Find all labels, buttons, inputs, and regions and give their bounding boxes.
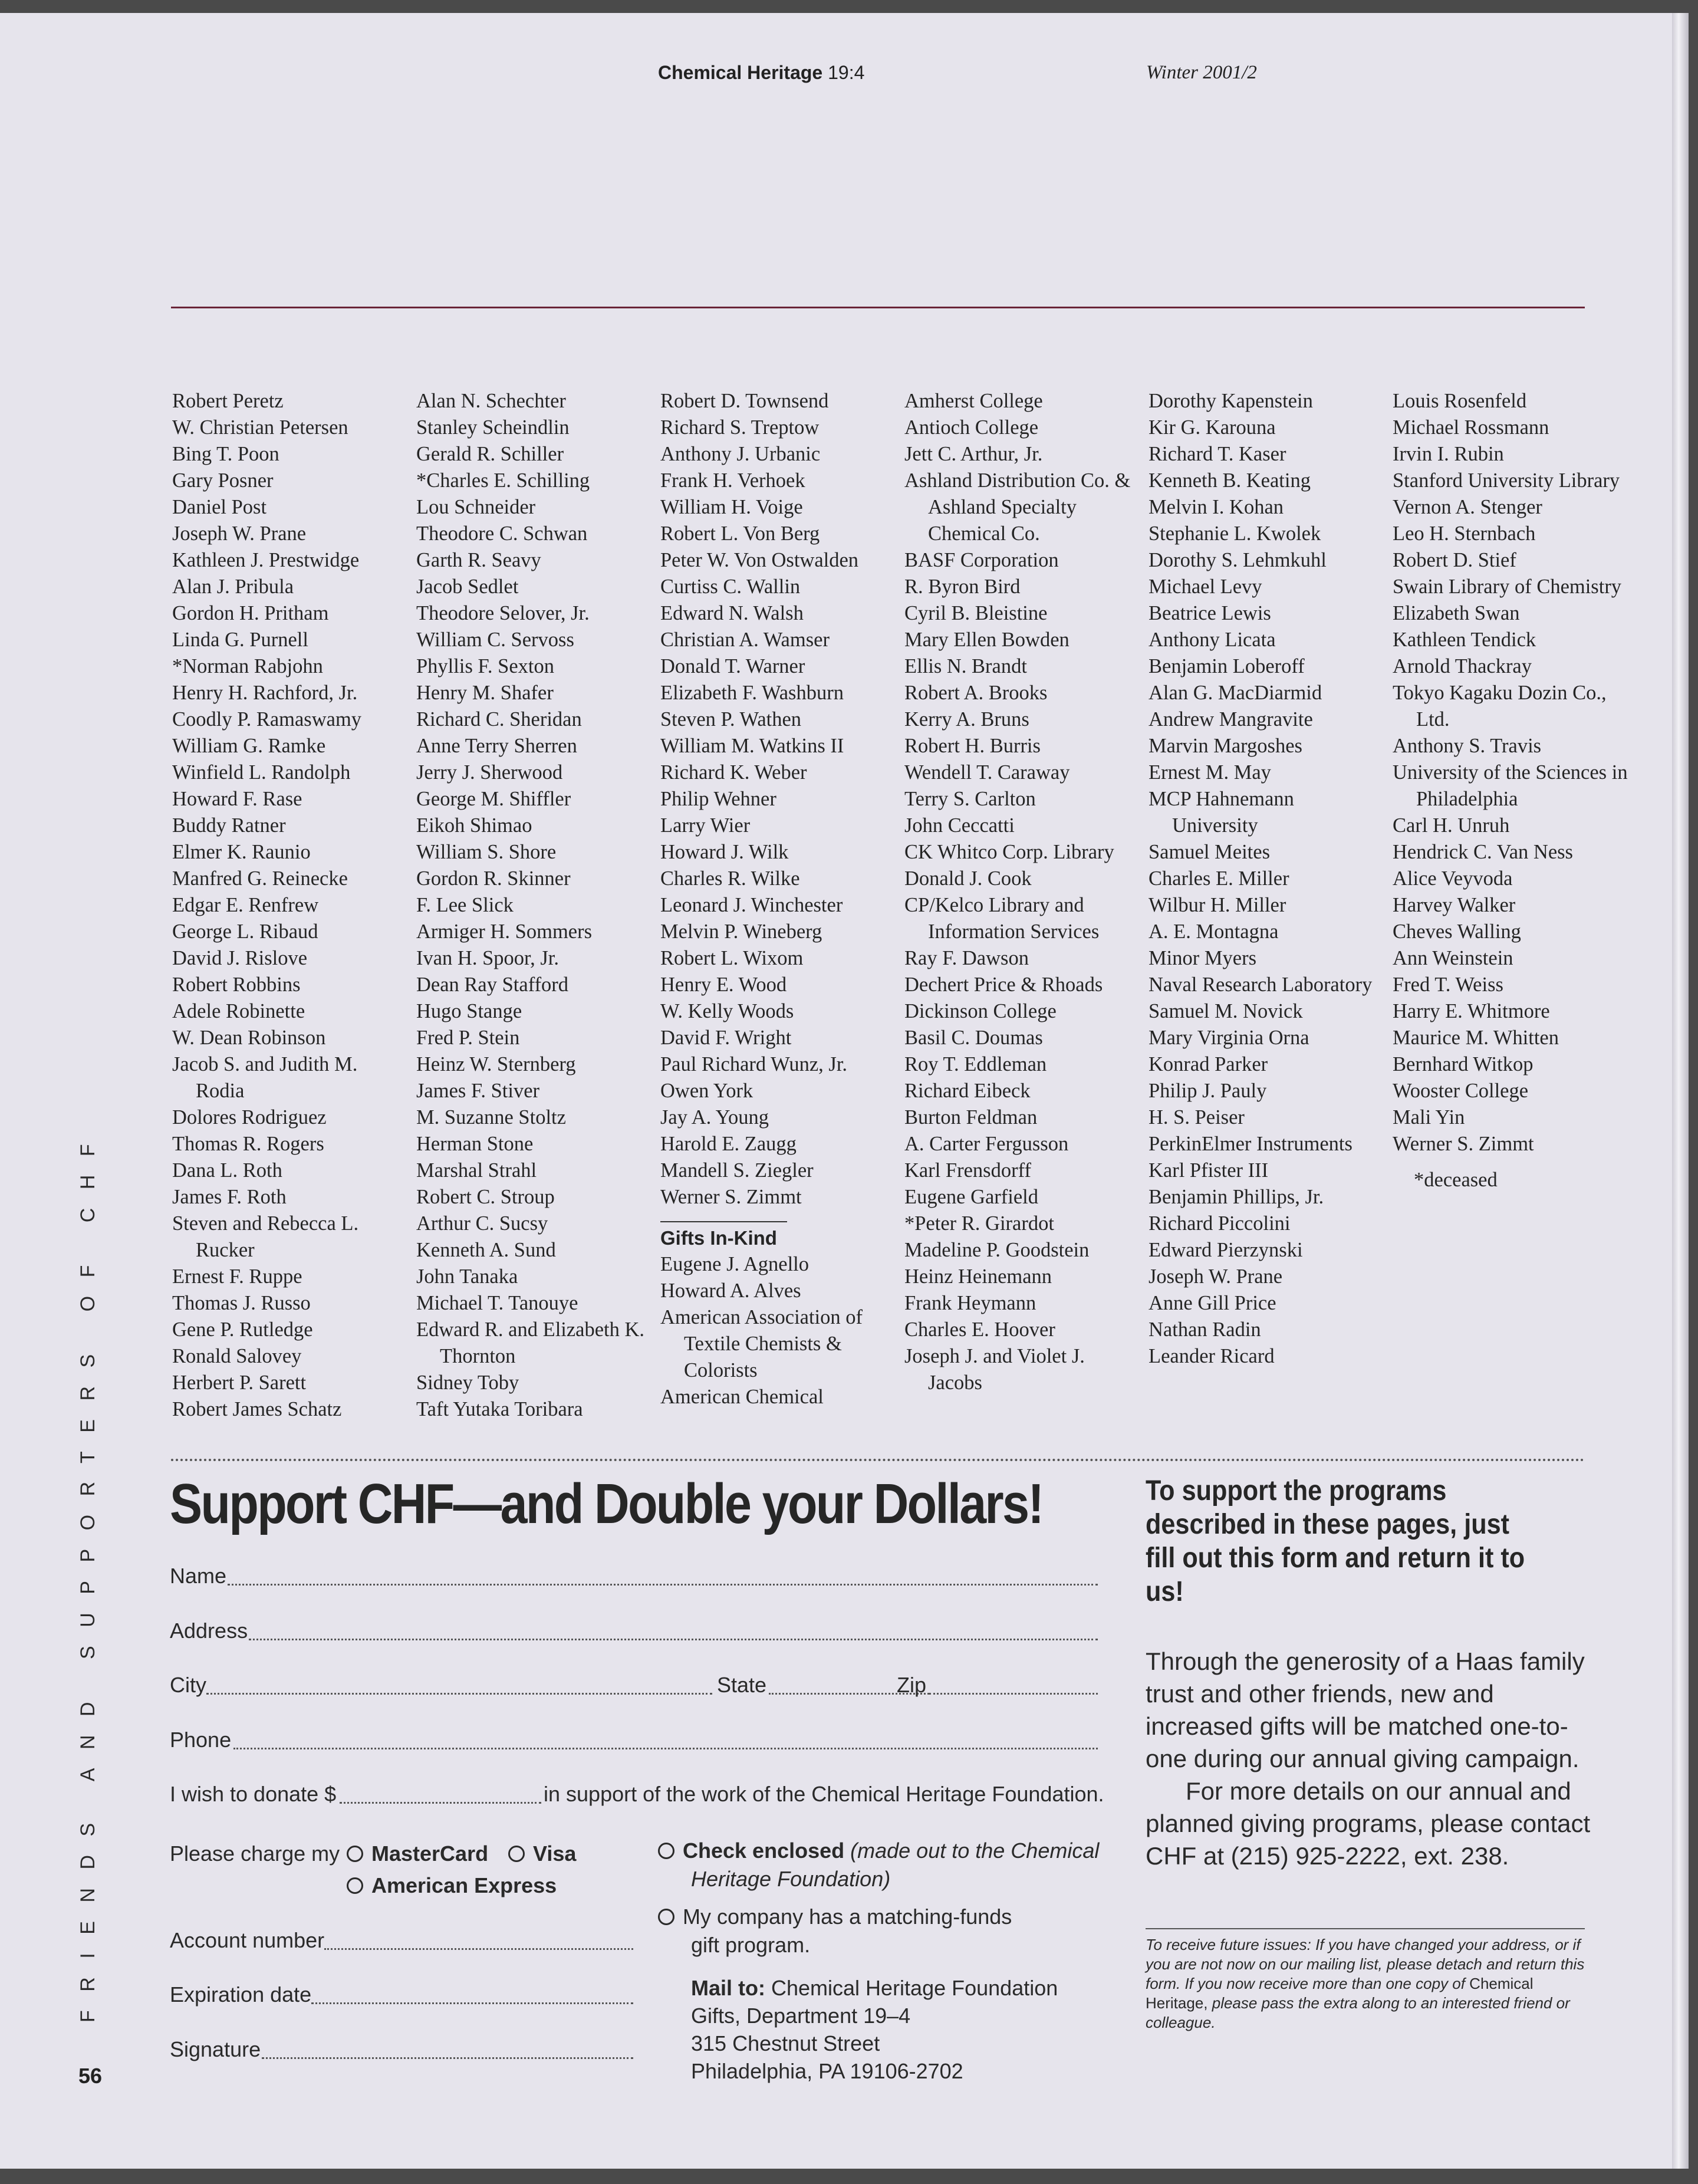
- donor-name: Paul Richard Wunz, Jr.: [660, 1053, 848, 1075]
- name-label: Name: [170, 1564, 227, 1588]
- donor-name: Hendrick C. Van Ness: [1393, 841, 1573, 863]
- donor-name: Elmer K. Raunio: [172, 841, 311, 863]
- donor-name: Hugo Stange: [416, 1000, 522, 1022]
- donor-name: Werner S. Zimmt: [660, 1186, 802, 1208]
- donor-name: William M. Watkins II: [660, 735, 844, 757]
- visa-label: Visa: [533, 1841, 577, 1866]
- matching-funds-line-1: My company has a matching-funds: [683, 1905, 1012, 1929]
- donor-name: Gene P. Rutledge: [172, 1318, 313, 1341]
- donor-name: Donald T. Warner: [660, 655, 805, 677]
- donor-name: Ann Weinstein: [1393, 947, 1513, 969]
- mail-line: Chemical Heritage Foundation: [771, 1976, 1058, 2000]
- donor-name: Henry E. Wood: [660, 973, 787, 996]
- donor-name: Andrew Mangravite: [1149, 708, 1313, 731]
- page-edge: [1672, 13, 1689, 2169]
- donor-name: Larry Wier: [660, 814, 751, 837]
- donor-name: Anne Gill Price: [1149, 1292, 1276, 1314]
- donor-name: Donald J. Cook: [904, 867, 1032, 890]
- signature-label: Signature: [170, 2037, 261, 2061]
- check-note-line-2: [691, 1867, 890, 1892]
- donor-name: Ray F. Dawson: [904, 947, 1029, 969]
- donate-suffix: in support of the work of the Chemical Heritage Foundation.: [544, 1782, 1104, 1806]
- note-publication: Chemical Heritage,: [1146, 1975, 1534, 2012]
- donor-name: Howard J. Wilk: [660, 841, 789, 863]
- donor-column-1: [172, 388, 408, 1423]
- publication-title: [658, 62, 864, 84]
- donor-name: Kathleen J. Prestwidge: [172, 549, 360, 571]
- mail-to-label: Mail to:: [691, 1976, 765, 2000]
- donor-name: George M. Shiffler: [416, 788, 571, 810]
- donor-name: Basil C. Doumas: [904, 1027, 1043, 1049]
- donor-name: Dorothy S. Lehmkuhl: [1149, 549, 1327, 571]
- donor-name: Kenneth A. Sund: [416, 1239, 556, 1261]
- name-field[interactable]: [228, 1584, 1098, 1586]
- donor-column-5: [1149, 388, 1384, 1370]
- donor-name: Jerry J. Sherwood: [416, 761, 563, 784]
- radio-circle[interactable]: [658, 1909, 674, 1925]
- donor-name: Robert H. Burris: [904, 735, 1041, 757]
- radio-circle[interactable]: [508, 1846, 525, 1862]
- zip-label: Zip: [897, 1673, 927, 1697]
- donor-name: Maurice M. Whitten: [1393, 1027, 1559, 1049]
- donor-name: Kenneth B. Keating: [1149, 469, 1311, 492]
- donor-name: Elizabeth F. Washburn: [660, 682, 844, 704]
- donor-name: Coodly P. Ramaswamy: [172, 708, 362, 731]
- donor-name: Robert A. Brooks: [904, 682, 1048, 704]
- donor-name: Robert D. Stief: [1393, 549, 1516, 571]
- donor-name: Minor Myers: [1149, 947, 1257, 969]
- donor-name: A. E. Montagna: [1149, 920, 1279, 943]
- donate-label: I wish to donate $: [170, 1782, 337, 1806]
- donor-name: Robert James Schatz: [172, 1398, 342, 1420]
- donor-name: Richard C. Sheridan: [416, 708, 582, 731]
- donor-name: Michael Levy: [1149, 575, 1262, 598]
- donor-name: Irvin I. Rubin: [1393, 443, 1504, 465]
- donor-name: CK Whitco Corp. Library: [904, 841, 1114, 863]
- donor-name: Joseph W. Prane: [1149, 1265, 1283, 1288]
- donor-name: Nathan Radin: [1149, 1318, 1261, 1341]
- donor-name: Harry E. Whitmore: [1393, 1000, 1550, 1022]
- donor-name: Anthony J. Urbanic: [660, 443, 821, 465]
- matching-funds-line-2: gift program.: [691, 1933, 811, 1957]
- donor-name: Richard K. Weber: [660, 761, 807, 784]
- amex-option[interactable]: [347, 1873, 557, 1898]
- donor-list: [172, 388, 1628, 1426]
- signature-field[interactable]: [262, 2057, 633, 2059]
- donor-name: Werner S. Zimmt: [1393, 1133, 1534, 1155]
- note-text: To receive future issues: If you have changed your address, or if you are not now on our mailing list, please detach and return this form. If you now receive more than one copy of: [1146, 1936, 1585, 1992]
- donor-name: Jacob Sedlet: [416, 575, 519, 598]
- donor-name: Eugene J. Agnello: [660, 1253, 809, 1275]
- donor-name: Richard Eibeck: [904, 1080, 1031, 1102]
- header-rule: [171, 307, 1585, 308]
- issue-date: Winter 2001/2: [1146, 62, 1257, 83]
- visa-option[interactable]: [508, 1841, 576, 1866]
- donor-name: Antioch College: [904, 416, 1039, 439]
- donor-name: Alan G. MacDiarmid: [1149, 682, 1322, 704]
- publication-name: Chemical Heritage: [658, 62, 823, 83]
- donor-name: Naval Research Laboratory: [1149, 973, 1373, 996]
- gifts-in-kind-heading: Gifts In-Kind: [660, 1227, 777, 1249]
- donor-name: Ronald Salovey: [172, 1345, 302, 1367]
- donor-name: Wendell T. Caraway: [904, 761, 1070, 784]
- donor-name: Bernhard Witkop: [1393, 1053, 1534, 1075]
- donor-name: Heinz W. Sternberg: [416, 1053, 576, 1075]
- donor-name: Fred T. Weiss: [1393, 973, 1503, 996]
- donor-name: Phyllis F. Sexton: [416, 655, 555, 677]
- donor-name: Alice Veyvoda: [1393, 867, 1513, 890]
- mail-line: Philadelphia, PA 19106-2702: [691, 2059, 963, 2083]
- donor-name: Gordon R. Skinner: [416, 867, 571, 890]
- contact-paragraph: For more details on our annual and planned giving programs, please contact CHF at (215) 925-2222, ext. 238.: [1146, 1777, 1591, 1870]
- donor-name: Robert L. Von Berg: [660, 522, 820, 545]
- donor-name: Edward N. Walsh: [660, 602, 804, 624]
- donor-name: Madeline P. Goodstein: [904, 1239, 1090, 1261]
- zip-field[interactable]: [929, 1693, 1098, 1695]
- donor-name: W. Christian Petersen: [172, 416, 348, 439]
- gifts-in-kind-names: [660, 1251, 896, 1410]
- donor-name: Robert Robbins: [172, 973, 301, 996]
- check-enclosed-option[interactable]: [658, 1838, 1099, 1863]
- mail-line: Gifts, Department 19–4: [691, 2004, 911, 2028]
- deceased-note: *deceased: [1414, 1169, 1498, 1191]
- donor-name: David F. Wright: [660, 1027, 792, 1049]
- donor-name: American Chemical: [660, 1386, 824, 1408]
- check-note-text: Heritage Foundation): [691, 1867, 891, 1891]
- donor-name: Karl Frensdorff: [904, 1159, 1031, 1182]
- issue-number: 19:4: [828, 62, 865, 83]
- support-heading: To support the programs described in these pages, just fill out this form and return it to us!: [1146, 1475, 1525, 1607]
- donor-name: Richard T. Kaser: [1149, 443, 1286, 465]
- donor-name: Sidney Toby: [416, 1371, 519, 1394]
- donor-name: Michael T. Tanouye: [416, 1292, 578, 1314]
- donor-name: F. Lee Slick: [416, 894, 514, 916]
- donor-name: Jacob S. and Judith M. Rodia: [172, 1053, 358, 1102]
- address-field[interactable]: [249, 1639, 1098, 1640]
- donor-name: Jett C. Arthur, Jr.: [904, 443, 1043, 465]
- donor-name: Dana L. Roth: [172, 1159, 282, 1182]
- donor-name: Ashland Distribution Co. & Ashland Specialty Chemical Co.: [904, 469, 1131, 545]
- donor-name: George L. Ribaud: [172, 920, 318, 943]
- account-number-field[interactable]: [324, 1948, 633, 1950]
- donor-column-6: [1393, 388, 1628, 1193]
- donor-name: Owen York: [660, 1080, 753, 1102]
- donor-name: Anthony S. Travis: [1393, 735, 1542, 757]
- donor-name: Roy T. Eddleman: [904, 1053, 1047, 1075]
- donor-name: Philip J. Pauly: [1149, 1080, 1267, 1102]
- donate-amount-field[interactable]: [340, 1802, 541, 1804]
- donor-name: Daniel Post: [172, 496, 267, 518]
- donor-name: Thomas J. Russo: [172, 1292, 311, 1314]
- phone-label: Phone: [170, 1728, 232, 1752]
- donor-name: Burton Feldman: [904, 1106, 1038, 1129]
- donor-name: Steven and Rebecca L. Rucker: [172, 1212, 359, 1261]
- donor-name: Peter W. Von Ostwalden: [660, 549, 859, 571]
- donor-name: Mandell S. Ziegler: [660, 1159, 814, 1182]
- donor-name: Melvin P. Wineberg: [660, 920, 822, 943]
- city-label: City: [170, 1673, 206, 1697]
- donor-name: Ellis N. Brandt: [904, 655, 1027, 677]
- gifts-in-kind-rule: [660, 1221, 787, 1222]
- donor-name: Ernest F. Ruppe: [172, 1265, 302, 1288]
- donor-name: Alan N. Schechter: [416, 390, 566, 412]
- mailing-list-note: [1146, 1935, 1585, 2032]
- donor-name: Steven P. Wathen: [660, 708, 802, 731]
- page-number: 56: [78, 2064, 103, 2088]
- donor-name: Edgar E. Renfrew: [172, 894, 319, 916]
- donor-name: Theodore C. Schwan: [416, 522, 588, 545]
- donor-name: Edward Pierzynski: [1149, 1239, 1303, 1261]
- donor-name: Ivan H. Spoor, Jr.: [416, 947, 560, 969]
- donor-name: Richard Piccolini: [1149, 1212, 1291, 1235]
- donor-name: Mary Ellen Bowden: [904, 629, 1070, 651]
- donor-name: Leo H. Sternbach: [1393, 522, 1536, 545]
- donor-name: Dolores Rodriguez: [172, 1106, 327, 1129]
- donor-name: Melvin I. Kohan: [1149, 496, 1284, 518]
- donor-name: Linda G. Purnell: [172, 629, 308, 651]
- donor-name: Henry H. Rachford, Jr.: [172, 682, 358, 704]
- donor-name: Arthur C. Sucsy: [416, 1212, 548, 1235]
- mastercard-option[interactable]: [347, 1841, 488, 1866]
- donor-name: Tokyo Kagaku Dozin Co., Ltd.: [1393, 682, 1607, 731]
- donor-name: Harvey Walker: [1393, 894, 1516, 916]
- donor-name: Beatrice Lewis: [1149, 602, 1271, 624]
- donor-name: Eikoh Shimao: [416, 814, 532, 837]
- donor-name: Fred P. Stein: [416, 1027, 520, 1049]
- donor-name: Buddy Ratner: [172, 814, 286, 837]
- donor-name: Heinz Heinemann: [904, 1265, 1052, 1288]
- donor-name: Wilbur H. Miller: [1149, 894, 1286, 916]
- donor-name: Charles E. Hoover: [904, 1318, 1055, 1341]
- city-field[interactable]: [206, 1693, 712, 1695]
- donor-name: William S. Shore: [416, 841, 557, 863]
- donor-name: Philip Wehner: [660, 788, 776, 810]
- donor-name: Samuel Meites: [1149, 841, 1271, 863]
- donor-name: Christian A. Wamser: [660, 629, 830, 651]
- donor-name: M. Suzanne Stoltz: [416, 1106, 566, 1129]
- donor-name: MCP Hahnemann University: [1149, 788, 1294, 837]
- donor-name: Anne Terry Sherren: [416, 735, 577, 757]
- donor-name: Adele Robinette: [172, 1000, 305, 1022]
- mastercard-label: MasterCard: [371, 1841, 489, 1866]
- donor-name: John Tanaka: [416, 1265, 518, 1288]
- mail-line: 315 Chestnut Street: [691, 2031, 880, 2055]
- donor-name: Stephanie L. Kwolek: [1149, 522, 1321, 545]
- donor-name: Anthony Licata: [1149, 629, 1276, 651]
- check-note-line-1: (made out to the Chemical: [850, 1838, 1100, 1863]
- donor-name: Frank Heymann: [904, 1292, 1036, 1314]
- amex-label: American Express: [371, 1873, 557, 1897]
- matching-gift-paragraph: Through the generosity of a Haas family trust and other friends, new and increased gifts will be matched one-to-one during our annual giving campaign.: [1146, 1647, 1585, 1772]
- donor-name: Michael Rossmann: [1393, 416, 1549, 439]
- donor-name: Armiger H. Sommers: [416, 920, 593, 943]
- donor-name: Taft Yutaka Toribara: [416, 1398, 583, 1420]
- donor-name: Thomas R. Rogers: [172, 1133, 324, 1155]
- donor-name: Henry M. Shafer: [416, 682, 554, 704]
- donor-name: A. Carter Fergusson: [904, 1133, 1069, 1155]
- donor-name: Howard A. Alves: [660, 1280, 801, 1302]
- donor-name: Vernon A. Stenger: [1393, 496, 1542, 518]
- donor-names: [660, 388, 896, 1211]
- donor-name: University of the Sciences in Philadelphia: [1393, 761, 1628, 810]
- mail-to-line: [691, 1974, 1058, 2002]
- donor-name: Dean Ray Stafford: [416, 973, 569, 996]
- donor-name: Frank H. Verhoek: [660, 469, 805, 492]
- radio-circle[interactable]: [347, 1846, 363, 1862]
- state-label: State: [717, 1673, 767, 1697]
- donor-name: Joseph W. Prane: [172, 522, 307, 545]
- donor-name: Dorothy Kapenstein: [1149, 390, 1313, 412]
- donor-name: Garth R. Seavy: [416, 549, 541, 571]
- donor-name: American Association of Textile Chemists & Colorists: [660, 1306, 863, 1382]
- donor-name: Dickinson College: [904, 1000, 1057, 1022]
- donor-name: Marshal Strahl: [416, 1159, 537, 1182]
- donor-name: Bing T. Poon: [172, 443, 279, 465]
- donor-name: Kathleen Tendick: [1393, 629, 1536, 651]
- donor-column-4: [904, 388, 1140, 1396]
- charge-label: Please charge my: [170, 1841, 340, 1866]
- donor-name: Edward R. and Elizabeth K. Thornton: [416, 1318, 645, 1367]
- donor-name: Swain Library of Chemistry: [1393, 575, 1622, 598]
- donor-name: R. Byron Bird: [904, 575, 1021, 598]
- address-label: Address: [170, 1619, 248, 1643]
- support-text: [1146, 1645, 1594, 1872]
- donor-name: Manfred G. Reinecke: [172, 867, 348, 890]
- donor-name: W. Kelly Woods: [660, 1000, 794, 1022]
- matching-funds-option[interactable]: [658, 1905, 1012, 1929]
- donor-column-3: [660, 388, 896, 1410]
- donor-name: Joseph J. and Violet J. Jacobs: [904, 1345, 1085, 1394]
- donor-name: John Ceccatti: [904, 814, 1015, 837]
- radio-circle[interactable]: [658, 1843, 674, 1859]
- donor-name: Gary Posner: [172, 469, 274, 492]
- donor-name: Charles R. Wilke: [660, 867, 800, 890]
- donor-name: H. S. Peiser: [1149, 1106, 1245, 1129]
- donor-name: Robert D. Townsend: [660, 390, 829, 412]
- donor-name: *Charles E. Schilling: [416, 469, 590, 492]
- donor-name: Benjamin Phillips, Jr.: [1149, 1186, 1324, 1208]
- donor-name: Cheves Walling: [1393, 920, 1521, 943]
- donor-name: Howard F. Rase: [172, 788, 302, 810]
- expiration-date-label: Expiration date: [170, 1982, 312, 2007]
- radio-circle[interactable]: [347, 1877, 363, 1894]
- donor-name: Marvin Margoshes: [1149, 735, 1302, 757]
- donor-name: Robert L. Wixom: [660, 947, 804, 969]
- detach-line: [171, 1459, 1585, 1461]
- donor-name: Leander Ricard: [1149, 1345, 1275, 1367]
- donor-name: Konrad Parker: [1149, 1053, 1268, 1075]
- form-title: Support CHF—and Double your Dollars!: [170, 1472, 1043, 1535]
- phone-field[interactable]: [233, 1748, 1098, 1749]
- donor-name: *Peter R. Girardot: [904, 1212, 1054, 1235]
- donor-name: Theodore Selover, Jr.: [416, 602, 590, 624]
- running-header: [0, 62, 1672, 97]
- expiration-date-field[interactable]: [311, 2002, 633, 2004]
- donor-name: Terry S. Carlton: [904, 788, 1036, 810]
- donor-name: W. Dean Robinson: [172, 1027, 326, 1049]
- donor-name: Stanford University Library: [1393, 469, 1620, 492]
- donor-name: William G. Ramke: [172, 735, 326, 757]
- donor-name: Elizabeth Swan: [1393, 602, 1520, 624]
- section-label: FRIENDS AND SUPPORTERS OF CHF: [77, 1125, 99, 2022]
- donor-name: BASF Corporation: [904, 549, 1059, 571]
- note-text: please pass the extra along to an interested friend or colleague.: [1146, 1994, 1570, 2031]
- donor-name: David J. Rislove: [172, 947, 308, 969]
- donor-name: Curtiss C. Wallin: [660, 575, 801, 598]
- donor-name: CP/Kelco Library and Information Services: [904, 894, 1100, 943]
- donor-name: Robert Peretz: [172, 390, 284, 412]
- donor-name: William C. Servoss: [416, 629, 574, 651]
- donor-name: Samuel M. Novick: [1149, 1000, 1303, 1022]
- donor-name: Charles E. Miller: [1149, 867, 1289, 890]
- donor-name: Mali Yin: [1393, 1106, 1465, 1129]
- donor-name: Winfield L. Randolph: [172, 761, 351, 784]
- donor-name: Eugene Garfield: [904, 1186, 1039, 1208]
- donor-name: Leonard J. Winchester: [660, 894, 843, 916]
- donor-name: Dechert Price & Rhoads: [904, 973, 1103, 996]
- donor-name: Wooster College: [1393, 1080, 1529, 1102]
- donor-name: Alan J. Pribula: [172, 575, 294, 598]
- donor-name: Herman Stone: [416, 1133, 534, 1155]
- donor-name: Arnold Thackray: [1393, 655, 1532, 677]
- account-number-label: Account number: [170, 1928, 325, 1952]
- donor-name: Ernest M. May: [1149, 761, 1271, 784]
- donor-name: Richard S. Treptow: [660, 416, 820, 439]
- donor-name: PerkinElmer Instruments: [1149, 1133, 1353, 1155]
- donor-name: Karl Pfister III: [1149, 1159, 1269, 1182]
- donor-name: Louis Rosenfeld: [1393, 390, 1527, 412]
- donor-name: James F. Stiver: [416, 1080, 540, 1102]
- donor-name: Gordon H. Pritham: [172, 602, 329, 624]
- donor-name: Carl H. Unruh: [1393, 814, 1510, 837]
- donor-name: William H. Voige: [660, 496, 803, 518]
- donor-name: James F. Roth: [172, 1186, 287, 1208]
- donor-name: Kerry A. Bruns: [904, 708, 1029, 731]
- donor-name: Stanley Scheindlin: [416, 416, 570, 439]
- donor-names: [1393, 388, 1628, 1157]
- donor-name: Benjamin Loberoff: [1149, 655, 1305, 677]
- donor-name: Kir G. Karouna: [1149, 416, 1276, 439]
- donor-name: Harold E. Zaugg: [660, 1133, 797, 1155]
- check-enclosed-label: Check enclosed: [683, 1838, 845, 1863]
- donor-name: Amherst College: [904, 390, 1043, 412]
- donor-name: Lou Schneider: [416, 496, 536, 518]
- donor-name: Robert C. Stroup: [416, 1186, 555, 1208]
- donor-name: Gerald R. Schiller: [416, 443, 564, 465]
- donor-name: Jay A. Young: [660, 1106, 769, 1129]
- donor-name: Herbert P. Sarett: [172, 1371, 307, 1394]
- note-rule: [1146, 1928, 1585, 1929]
- donor-name: Cyril B. Bleistine: [904, 602, 1048, 624]
- donor-name: Mary Virginia Orna: [1149, 1027, 1309, 1049]
- donor-column-2: [416, 388, 652, 1423]
- donor-name: *Norman Rabjohn: [172, 655, 323, 677]
- mailing-address: [691, 1974, 1058, 2085]
